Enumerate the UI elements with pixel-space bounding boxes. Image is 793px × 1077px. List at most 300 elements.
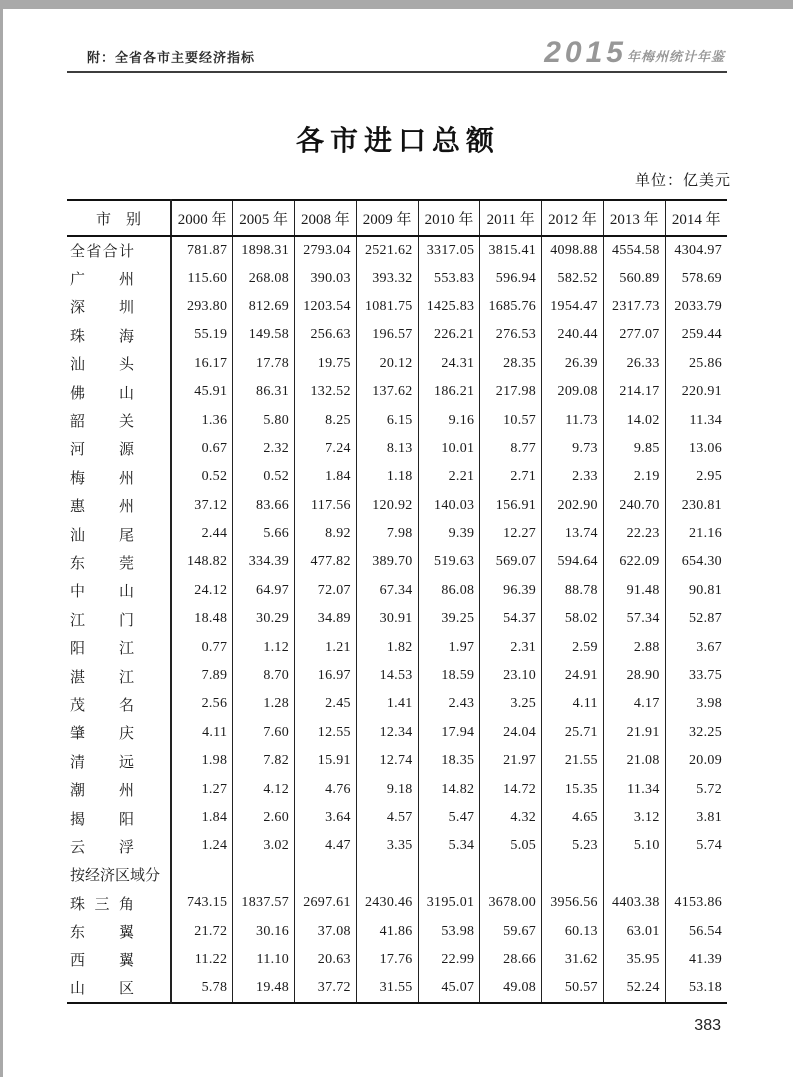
table-row [67,577,727,605]
region-name-cell [67,548,171,576]
region-name: 中山 [70,584,134,601]
region-name: 茂名 [70,697,134,714]
region-name-cell [67,264,171,292]
value-cell: 2.44 [171,520,233,548]
value-cell: 6.15 [356,406,418,434]
region-name: 梅州 [70,470,134,487]
value-cell: 812.69 [233,293,295,321]
value-cell: 2.43 [418,690,480,718]
value-cell: 3815.41 [480,236,542,264]
value-cell: 259.44 [681,327,722,343]
value-cell: 54.37 [480,605,542,633]
value-cell: 7.24 [295,435,357,463]
value-cell [295,861,357,889]
value-cell: 21.72 [171,917,233,945]
region-name: 按经济区域分 [70,868,161,885]
value-cell: 1.82 [356,633,418,661]
region-name: 广州 [70,272,134,289]
value-cell: 18.59 [418,662,480,690]
value-cell: 230.81 [681,497,722,513]
value-cell: 9.18 [356,775,418,803]
value-cell: 5.47 [418,804,480,832]
value-cell: 5.80 [233,406,295,434]
region-name-cell [67,463,171,491]
value-cell: 90.81 [689,582,722,598]
table-row [67,605,727,633]
value-cell: 2.88 [603,633,665,661]
value-cell: 140.03 [418,492,480,520]
value-cell [418,861,480,889]
region-name-cell [67,747,171,775]
value-cell: 569.07 [480,548,542,576]
value-cell: 4.57 [356,804,418,832]
value-cell: 11.73 [542,406,604,434]
value-cell: 86.31 [233,378,295,406]
value-cell: 276.53 [480,321,542,349]
value-cell: 17.94 [418,719,480,747]
col-header-year: 2011 年 [480,200,542,236]
value-cell: 622.09 [603,548,665,576]
page-title: 各市进口总额 [295,126,500,157]
value-cell: 4.11 [542,690,604,718]
value-cell: 21.55 [542,747,604,775]
value-cell: 3195.01 [418,889,480,917]
value-cell: 15.35 [542,775,604,803]
value-cell: 7.89 [171,662,233,690]
value-cell: 28.66 [480,946,542,974]
table-row [67,946,727,974]
value-cell: 1.84 [171,804,233,832]
value-cell: 5.78 [171,974,233,1002]
table-row [67,804,727,832]
region-name: 河源 [70,442,134,459]
value-cell: 35.95 [603,946,665,974]
value-cell: 37.08 [295,917,357,945]
value-cell: 83.66 [233,492,295,520]
value-cell: 24.12 [171,577,233,605]
value-cell: 8.92 [295,520,357,548]
value-cell: 2.21 [418,463,480,491]
value-cell: 50.57 [542,974,604,1002]
value-cell: 553.83 [418,264,480,292]
value-cell: 4304.97 [674,242,722,258]
value-cell: 578.69 [681,270,722,286]
region-name: 江门 [70,612,134,629]
value-cell: 5.72 [696,781,722,797]
value-cell: 2521.62 [356,236,418,264]
value-cell: 30.16 [233,917,295,945]
region-name: 东翼 [70,925,134,942]
value-cell: 3.98 [696,696,722,712]
value-cell: 25.86 [689,355,722,371]
value-cell: 7.60 [233,719,295,747]
value-cell: 2697.61 [295,889,357,917]
value-cell: 21.97 [480,747,542,775]
value-cell: 91.48 [603,577,665,605]
col-header-year: 2014 年 [665,200,727,236]
region-name: 深圳 [70,300,134,317]
value-cell: 390.03 [295,264,357,292]
region-name: 汕头 [70,357,134,374]
region-name-cell [67,577,171,605]
value-cell: 2.45 [295,690,357,718]
region-name: 肇庆 [70,726,134,743]
region-name: 汕尾 [70,527,134,544]
value-cell: 39.25 [418,605,480,633]
region-name-cell [67,719,171,747]
value-cell: 53.98 [418,917,480,945]
value-cell: 60.13 [542,917,604,945]
value-cell [603,861,665,889]
value-cell: 32.25 [689,724,722,740]
running-head-section-title: 附：全省各市主要经济指标 [87,50,256,65]
value-cell: 1685.76 [480,293,542,321]
value-cell: 1.84 [295,463,357,491]
value-cell: 1.28 [233,690,295,718]
value-cell: 120.92 [356,492,418,520]
region-name-cell [67,492,171,520]
value-cell: 3.02 [233,832,295,860]
value-cell: 18.35 [418,747,480,775]
region-name: 佛山 [70,385,134,402]
value-cell: 17.76 [356,946,418,974]
region-name: 西翼 [70,953,134,970]
value-cell: 49.08 [480,974,542,1002]
value-cell: 21.08 [603,747,665,775]
table-row [67,747,727,775]
value-cell: 24.04 [480,719,542,747]
value-cell: 30.29 [233,605,295,633]
value-cell: 2.19 [603,463,665,491]
value-cell: 149.58 [233,321,295,349]
value-cell: 477.82 [295,548,357,576]
value-cell: 7.98 [356,520,418,548]
value-cell: 8.77 [480,435,542,463]
value-cell: 2430.46 [356,889,418,917]
value-cell: 5.74 [696,838,722,854]
value-cell: 5.05 [480,832,542,860]
value-cell: 0.77 [171,633,233,661]
yearbook-year: 2015 [544,36,627,69]
region-name: 珠海 [70,328,134,345]
region-name-cell [67,861,171,889]
value-cell: 0.67 [171,435,233,463]
value-cell [233,861,295,889]
table-row [67,832,727,860]
value-cell: 2.71 [480,463,542,491]
value-cell: 582.52 [542,264,604,292]
region-name-cell [67,917,171,945]
value-cell: 2.31 [480,633,542,661]
import-totals-table [67,199,727,1004]
value-cell: 14.53 [356,662,418,690]
value-cell: 4554.58 [603,236,665,264]
value-cell: 12.55 [295,719,357,747]
value-cell: 5.10 [603,832,665,860]
table-row [67,406,727,434]
value-cell: 20.63 [295,946,357,974]
value-cell: 4098.88 [542,236,604,264]
value-cell: 132.52 [295,378,357,406]
value-cell: 8.13 [356,435,418,463]
value-cell: 58.02 [542,605,604,633]
value-cell: 202.90 [542,492,604,520]
table-row [67,321,727,349]
region-name-cell [67,378,171,406]
region-name-cell [67,946,171,974]
region-name-cell [67,293,171,321]
value-cell: 560.89 [603,264,665,292]
value-cell: 1081.75 [356,293,418,321]
value-cell: 11.34 [689,412,722,428]
value-cell: 86.08 [418,577,480,605]
value-cell: 26.39 [542,350,604,378]
value-cell: 20.09 [689,753,722,769]
value-cell: 1.97 [418,633,480,661]
value-cell: 2.60 [233,804,295,832]
value-cell: 1.98 [171,747,233,775]
value-cell: 12.27 [480,520,542,548]
col-header-year: 2008 年 [295,200,357,236]
value-cell: 743.15 [171,889,233,917]
value-cell: 45.07 [418,974,480,1002]
value-cell: 2317.73 [603,293,665,321]
value-cell: 1.27 [171,775,233,803]
value-cell: 14.82 [418,775,480,803]
value-cell: 0.52 [233,463,295,491]
table-row [67,662,727,690]
value-cell: 16.97 [295,662,357,690]
value-cell: 4403.38 [603,889,665,917]
region-name: 揭阳 [70,811,134,828]
table-row [67,492,727,520]
value-cell: 21.91 [603,719,665,747]
yearbook-logo [544,38,725,68]
value-cell: 277.07 [603,321,665,349]
value-cell: 88.78 [542,577,604,605]
value-cell: 20.12 [356,350,418,378]
col-header-year: 2010 年 [418,200,480,236]
yearbook-name: 年梅州统计年鉴 [626,49,725,65]
region-name: 惠州 [70,499,134,516]
table-row [67,917,727,945]
value-cell: 240.44 [542,321,604,349]
section-label-row [67,861,727,889]
value-cell: 53.18 [689,979,722,995]
table-row [67,293,727,321]
value-cell: 4.32 [480,804,542,832]
value-cell: 2.59 [542,633,604,661]
value-cell: 186.21 [418,378,480,406]
value-cell: 15.91 [295,747,357,775]
value-cell: 3.81 [696,810,722,825]
value-cell: 96.39 [480,577,542,605]
value-cell: 8.25 [295,406,357,434]
value-cell: 3.64 [295,804,357,832]
value-cell: 3.35 [356,832,418,860]
value-cell: 596.94 [480,264,542,292]
region-name: 云浮 [70,839,134,856]
value-cell: 389.70 [356,548,418,576]
value-cell: 9.16 [418,406,480,434]
value-cell: 22.99 [418,946,480,974]
table-row [67,889,727,917]
value-cell: 240.70 [603,492,665,520]
table-row [67,690,727,718]
value-cell: 19.75 [295,350,357,378]
region-name-cell [67,605,171,633]
region-name: 潮州 [70,783,134,800]
value-cell [171,861,233,889]
value-cell: 5.34 [418,832,480,860]
value-cell: 67.34 [356,577,418,605]
region-name-cell [67,633,171,661]
region-name-cell [67,974,171,1002]
value-cell: 148.82 [171,548,233,576]
value-cell: 256.63 [295,321,357,349]
value-cell: 3.67 [696,639,722,655]
value-cell: 1.18 [356,463,418,491]
value-cell: 57.34 [603,605,665,633]
table-row [67,264,727,292]
value-cell: 9.73 [542,435,604,463]
region-name-cell [67,520,171,548]
value-cell: 3.25 [480,690,542,718]
value-cell: 4.11 [171,719,233,747]
value-cell: 14.72 [480,775,542,803]
running-head [67,35,727,73]
table-row [67,463,727,491]
value-cell: 37.12 [171,492,233,520]
value-cell: 8.70 [233,662,295,690]
region-name: 清远 [70,754,134,771]
value-cell: 7.82 [233,747,295,775]
value-cell: 5.23 [542,832,604,860]
value-cell: 1.12 [233,633,295,661]
region-name-cell [67,435,171,463]
table-row [67,633,727,661]
value-cell: 41.39 [689,951,722,967]
region-name-cell [67,775,171,803]
region-name: 东莞 [70,555,134,572]
value-cell: 4.12 [233,775,295,803]
value-cell: 28.90 [603,662,665,690]
col-header-year: 2012 年 [542,200,604,236]
value-cell: 293.80 [171,293,233,321]
value-cell [356,861,418,889]
table-row [67,719,727,747]
value-cell: 24.91 [542,662,604,690]
region-name-cell [67,350,171,378]
value-cell: 2.33 [542,463,604,491]
value-cell: 196.57 [356,321,418,349]
col-header-region: 市 别 [67,200,171,236]
table-header-row [67,200,727,236]
value-cell: 3678.00 [480,889,542,917]
value-cell: 55.19 [171,321,233,349]
value-cell: 654.30 [681,554,722,570]
table-row [67,236,727,264]
value-cell: 220.91 [681,384,722,400]
value-cell: 30.91 [356,605,418,633]
value-cell: 2033.79 [674,298,722,314]
value-cell: 334.39 [233,548,295,576]
value-cell: 4.17 [603,690,665,718]
value-cell: 13.06 [689,440,722,456]
value-cell: 2.95 [696,469,722,485]
value-cell: 1425.83 [418,293,480,321]
value-cell: 56.54 [689,923,722,939]
value-cell: 11.34 [603,775,665,803]
value-cell: 115.60 [171,264,233,292]
value-cell: 28.35 [480,350,542,378]
region-name-cell [67,832,171,860]
value-cell: 13.74 [542,520,604,548]
value-cell: 26.33 [603,350,665,378]
region-name-cell [67,690,171,718]
value-cell: 4153.86 [674,895,722,911]
value-cell: 594.64 [542,548,604,576]
col-header-year: 2009 年 [356,200,418,236]
value-cell: 17.78 [233,350,295,378]
table-row [67,974,727,1002]
document-page [3,9,793,1077]
value-cell: 2793.04 [295,236,357,264]
region-name-cell [67,804,171,832]
value-cell: 22.23 [603,520,665,548]
value-cell [480,861,542,889]
region-name-cell [67,662,171,690]
value-cell: 156.91 [480,492,542,520]
value-cell: 3.12 [603,804,665,832]
value-cell: 217.98 [480,378,542,406]
value-cell: 1898.31 [233,236,295,264]
value-cell: 45.91 [171,378,233,406]
unit-label: 单位：亿美元 [634,173,731,189]
value-cell: 226.21 [418,321,480,349]
value-cell [665,861,727,889]
value-cell: 52.87 [689,611,722,627]
value-cell: 4.47 [295,832,357,860]
value-cell: 393.32 [356,264,418,292]
value-cell: 0.52 [171,463,233,491]
table-row [67,435,727,463]
value-cell: 117.56 [295,492,357,520]
table-row [67,548,727,576]
value-cell: 9.39 [418,520,480,548]
value-cell: 1837.57 [233,889,295,917]
value-cell: 18.48 [171,605,233,633]
value-cell: 19.48 [233,974,295,1002]
value-cell: 1954.47 [542,293,604,321]
value-cell: 1203.54 [295,293,357,321]
value-cell: 519.63 [418,548,480,576]
value-cell: 1.21 [295,633,357,661]
value-cell: 12.34 [356,719,418,747]
value-cell: 33.75 [689,668,722,684]
value-cell: 214.17 [603,378,665,406]
table-row [67,350,727,378]
value-cell: 37.72 [295,974,357,1002]
value-cell: 5.66 [233,520,295,548]
value-cell: 64.97 [233,577,295,605]
value-cell: 31.62 [542,946,604,974]
value-cell: 4.76 [295,775,357,803]
page-number: 383 [694,1017,721,1034]
value-cell: 137.62 [356,378,418,406]
value-cell: 2.32 [233,435,295,463]
region-name: 山区 [70,981,134,998]
